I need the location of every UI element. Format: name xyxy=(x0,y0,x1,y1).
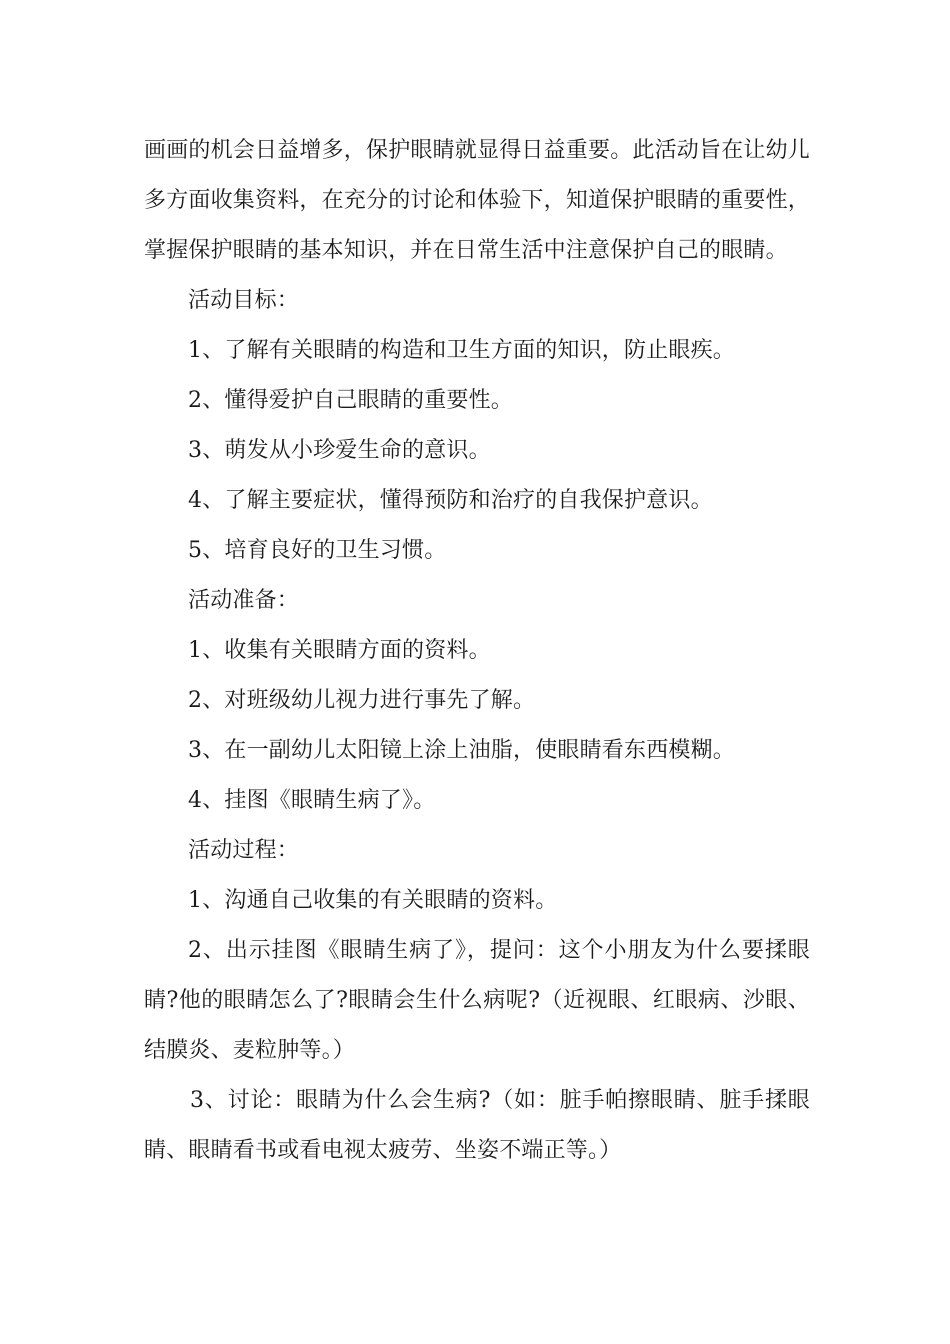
preparation-item: 3、在一副幼儿太阳镜上涂上油脂，使眼睛看东西模糊。 xyxy=(188,738,735,763)
process-heading: 活动过程： xyxy=(188,838,300,863)
process-item: 3、讨论：眼睛为什么会生病?（如：脏手帕擦眼睛、脏手揉眼睛、眼睛看书或看电视太疲劳、坐姿不端正等。） xyxy=(144,1088,810,1163)
process-item: 2、出示挂图《眼睛生病了》，提问：这个小朋友为什么要揉眼睛?他的眼睛怎么了?眼睛会生什么病呢?（近视眼、红眼病、沙眼、结膜炎、麦粒肿等。） xyxy=(144,938,810,1063)
process-item: 1、沟通自己收集的有关眼睛的资料。 xyxy=(188,888,558,913)
preparation-item: 1、收集有关眼睛方面的资料。 xyxy=(188,638,491,663)
goal-item: 1、了解有关眼睛的构造和卫生方面的知识，防止眼疾。 xyxy=(188,338,735,363)
intro-paragraph: 画画的机会日益增多，保护眼睛就显得日益重要。此活动旨在让幼儿多方面收集资料，在充分的讨论和体验下，知道保护眼睛的重要性，掌握保护眼睛的基本知识，并在日常生活中注意保护自己的眼睛。 xyxy=(144,138,811,263)
goal-item: 3、萌发从小珍爱生命的意识。 xyxy=(188,438,491,463)
goal-item: 5、培育良好的卫生习惯。 xyxy=(188,538,447,563)
document-body xyxy=(144,126,810,1176)
preparation-heading: 活动准备： xyxy=(188,588,300,613)
goal-item: 4、了解主要症状，懂得预防和治疗的自我保护意识。 xyxy=(188,488,713,513)
goal-item: 2、懂得爱护自己眼睛的重要性。 xyxy=(188,388,513,413)
goals-heading: 活动目标： xyxy=(188,288,300,313)
preparation-item: 4、挂图《眼睛生病了》。 xyxy=(188,788,436,813)
preparation-item: 2、对班级幼儿视力进行事先了解。 xyxy=(188,688,536,713)
